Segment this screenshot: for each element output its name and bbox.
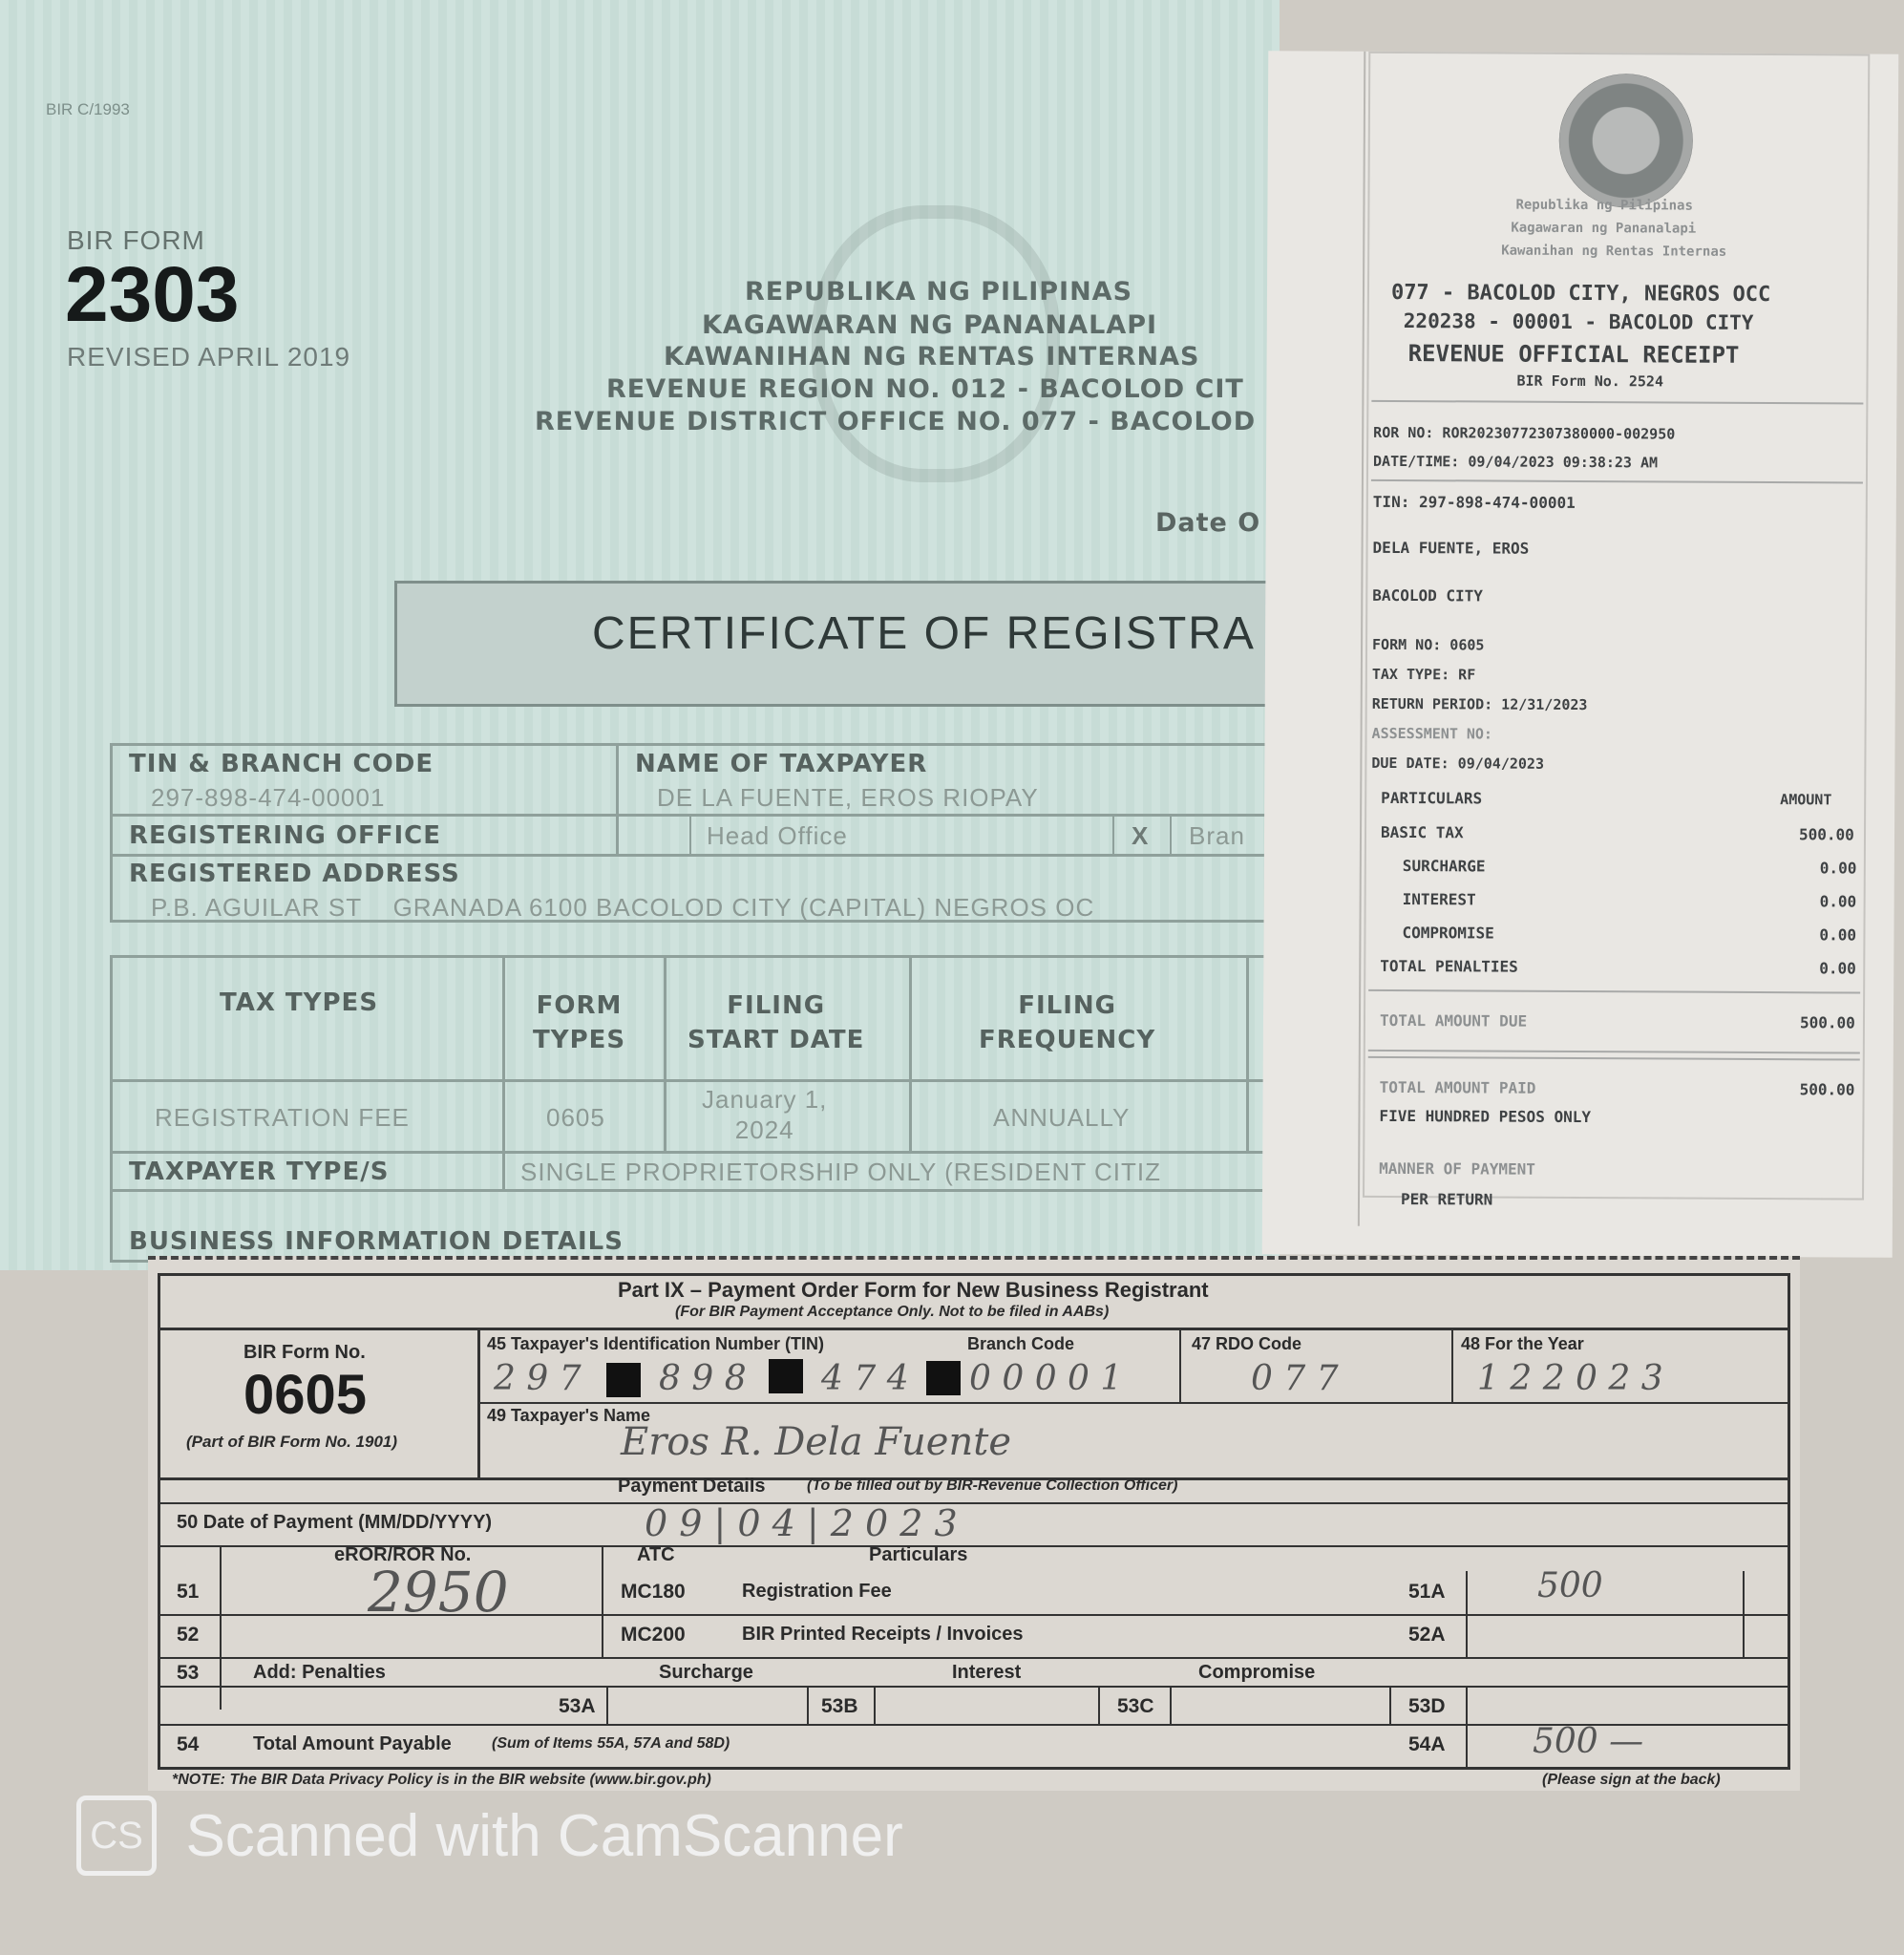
divider	[602, 1547, 603, 1657]
receipt-tin: TIN: 297-898-474-00001	[1372, 492, 1576, 512]
form-part-note: (Part of BIR Form No. 1901)	[186, 1433, 398, 1451]
divider	[477, 1402, 1790, 1404]
row-51-no: 51	[177, 1581, 200, 1603]
branch-mark: X	[1132, 821, 1150, 850]
interest-label: Interest	[952, 1662, 1022, 1683]
cell-frequency: ANNUALLY	[993, 1103, 1131, 1132]
receipt-assessment: ASSESSMENT NO:	[1371, 724, 1493, 743]
divider	[477, 1330, 480, 1478]
seal-text-2: Kagawaran ng Pananalapi	[1511, 220, 1697, 237]
tin-hw-1: 2 9 7	[494, 1359, 582, 1398]
divider	[1098, 1686, 1100, 1724]
year-hw: 1 2 2 0 2 3	[1477, 1359, 1663, 1398]
total-due-amount: 500.00	[1799, 1013, 1855, 1032]
receipt-due-date: DUE DATE: 09/04/2023	[1371, 754, 1545, 773]
col-form-types: FORM TYPES	[533, 991, 626, 1054]
line-basic-tax-amount: 500.00	[1798, 825, 1854, 844]
divider	[158, 1328, 1790, 1330]
receipt-title: REVENUE OFFICIAL RECEIPT	[1407, 340, 1740, 369]
registered-address-value: P.B. AGUILAR ST GRANADA 6100 BACOLOD CITY (CAPITAL) NEGROS OC	[151, 893, 1095, 922]
corner-code: BIR C/1993	[46, 100, 130, 118]
for-the-year-label: 48 For the Year	[1461, 1334, 1584, 1353]
receipt-name: DELA FUENTE, EROS	[1372, 538, 1530, 558]
penalties-label: Add: Penalties	[253, 1662, 386, 1683]
line-interest-amount: 0.00	[1819, 892, 1857, 911]
divider	[1466, 1686, 1468, 1770]
receipt-tax-type: TAX TYPE: RF	[1371, 665, 1476, 684]
divider	[158, 1502, 1790, 1504]
seal-text-1: Republika ng Pilipinas	[1515, 197, 1693, 214]
ror-number: ROR NO: ROR20230772307380000-002950	[1373, 423, 1676, 443]
total-payable-label: Total Amount Payable	[253, 1733, 452, 1754]
divider	[110, 1079, 1280, 1082]
divider	[1389, 1686, 1391, 1724]
amount-in-words: FIVE HUNDRED PESOS ONLY	[1379, 1106, 1592, 1127]
tin-hw-branch: 0 0 0 0 1	[969, 1359, 1123, 1398]
row-51-amount-hw: 500	[1537, 1566, 1603, 1605]
divider	[1246, 955, 1249, 1151]
amount-header: AMOUNT	[1780, 791, 1832, 809]
divider	[110, 1151, 1280, 1154]
form-label: BIR FORM	[67, 225, 205, 255]
particulars-header: PARTICULARS	[1381, 788, 1483, 808]
divider	[689, 817, 691, 855]
row-51-code: 51A	[1408, 1581, 1446, 1603]
code-53c: 53C	[1117, 1695, 1154, 1717]
header-line-1: REPUBLIKA NG PILIPINAS	[745, 277, 1133, 307]
receipt-datetime: DATE/TIME: 09/04/2023 09:38:23 AM	[1373, 452, 1659, 472]
tin-label: TIN & BRANCH CODE	[129, 750, 434, 778]
form-0605-payment-order	[148, 1256, 1800, 1791]
privacy-note: *NOTE: The BIR Data Privacy Policy is in the BIR website (www.bir.gov.ph)	[172, 1772, 711, 1788]
branch-code-label: Branch Code	[967, 1334, 1075, 1353]
cell-form-type: 0605	[546, 1103, 605, 1132]
header-line-4: REVENUE REGION NO. 012 - BACOLOD CIT	[606, 374, 1244, 404]
cell-tax-type: REGISTRATION FEE	[155, 1103, 410, 1132]
taxpayer-name-value: DE LA FUENTE, EROS RIOPAY	[657, 783, 1039, 812]
divider	[909, 955, 912, 1151]
bir-seal-icon	[1558, 74, 1693, 208]
business-info-label: BUSINESS INFORMATION DETAILS	[129, 1227, 624, 1256]
col-filing-start-date: FILING START DATE	[688, 991, 865, 1054]
divider	[874, 1686, 876, 1724]
col-filing-frequency: FILING FREQUENCY	[979, 991, 1156, 1054]
compromise-label: Compromise	[1198, 1662, 1316, 1683]
total-paid-label: TOTAL AMOUNT PAID	[1379, 1077, 1536, 1097]
part-title: Part IX – Payment Order Form for New Business Registrant	[618, 1278, 1209, 1302]
divider	[664, 955, 666, 1151]
redaction-block	[926, 1361, 961, 1395]
row-53-no: 53	[177, 1662, 200, 1684]
cell-start-date: January 1, 2024	[702, 1085, 828, 1144]
tin-hw-3: 4 7 4	[821, 1359, 909, 1398]
line-total-penalties: TOTAL PENALTIES	[1380, 956, 1518, 976]
taxpayer-name-hw: Eros R. Dela Fuente	[621, 1420, 1011, 1464]
receipt-return-period: RETURN PERIOD: 12/31/2023	[1371, 694, 1588, 714]
line-total-penalties-amount: 0.00	[1819, 959, 1856, 978]
header-line-2: KAGAWARAN NG PANANALAPI	[702, 310, 1158, 340]
divider	[158, 1686, 1790, 1688]
tin-label-45: 45 Taxpayer's Identification Number (TIN)	[487, 1334, 825, 1353]
receipt-city: BACOLOD CITY	[1372, 585, 1483, 606]
part-subtitle: (For BIR Payment Acceptance Only. Not to be filed in AABs)	[675, 1304, 1110, 1320]
divider	[1170, 817, 1172, 855]
divider	[110, 814, 1280, 817]
tin-hw-2: 8 9 8	[659, 1359, 747, 1398]
row-52-particulars: BIR Printed Receipts / Invoices	[742, 1624, 1024, 1645]
col-tax-types: TAX TYPES	[220, 988, 379, 1017]
row-51-ror-hw: 2950	[368, 1560, 509, 1625]
taxpayer-type-value: SINGLE PROPRIETORSHIP ONLY (RESIDENT CITIZ	[520, 1158, 1161, 1186]
total-payable-note: (Sum of Items 55A, 57A and 58D)	[492, 1735, 730, 1752]
receipt-form: FORM NO: 0605	[1372, 635, 1485, 654]
tear-line	[148, 1256, 1800, 1260]
tin-value: 297-898-474-00001	[151, 783, 386, 812]
row-51-particulars: Registration Fee	[742, 1581, 892, 1602]
divider	[502, 955, 505, 1151]
total-paid-amount: 500.00	[1799, 1080, 1855, 1099]
date-label: Date O	[1155, 508, 1261, 538]
receipt-branch: 220238 - 00001 - BACOLOD CITY	[1403, 309, 1754, 334]
divider	[1170, 1686, 1172, 1724]
date-of-payment-hw: 0 9 | 0 4 | 2 0 2 3	[645, 1502, 958, 1544]
ror-no-label: eROR/ROR No.	[334, 1544, 472, 1565]
form-number: 2303	[65, 251, 240, 338]
manner-of-payment-label: MANNER OF PAYMENT	[1379, 1158, 1535, 1179]
sign-note: (Please sign at the back)	[1542, 1772, 1721, 1788]
code-53d: 53D	[1408, 1695, 1446, 1717]
line-compromise: COMPROMISE	[1402, 924, 1494, 943]
header-line-3: KAWANIHAN NG RENTAS INTERNAS	[664, 342, 1200, 372]
divider	[110, 854, 1280, 857]
taxpayer-name-label: NAME OF TAXPAYER	[635, 750, 928, 778]
row-54-no: 54	[177, 1733, 200, 1755]
camscanner-watermark	[76, 1796, 903, 1876]
row-51-atc: MC180	[621, 1581, 686, 1603]
divider	[807, 1686, 809, 1724]
form-0605-number: 0605	[243, 1364, 368, 1426]
divider	[1451, 1330, 1453, 1402]
revenue-official-receipt	[1262, 51, 1899, 1257]
divider	[1179, 1330, 1181, 1402]
rdo-code-label: 47 RDO Code	[1192, 1334, 1302, 1353]
receipt-office: 077 - BACOLOD CITY, NEGROS OCC	[1390, 280, 1771, 308]
payment-details-note: (To be filled out by BIR-Revenue Collection Officer)	[807, 1477, 1178, 1494]
divider	[158, 1657, 1790, 1659]
header-line-5: REVENUE DISTRICT OFFICE NO. 077 - BACOLOD	[535, 407, 1257, 436]
registered-address-label: REGISTERED ADDRESS	[129, 860, 460, 888]
watermark-text: Scanned with CamScanner	[185, 1802, 903, 1869]
rdo-hw: 0 7 7	[1251, 1359, 1339, 1398]
total-due-label: TOTAL AMOUNT DUE	[1379, 1010, 1528, 1031]
line-compromise-amount: 0.00	[1819, 925, 1857, 945]
atc-label: ATC	[637, 1544, 675, 1565]
row-52-no: 52	[177, 1624, 200, 1646]
date-of-payment-label: 50 Date of Payment (MM/DD/YYYY)	[177, 1512, 493, 1533]
divider	[606, 1686, 608, 1724]
redaction-block	[606, 1363, 641, 1397]
seal-text-3: Kawanihan ng Rentas Internas	[1501, 243, 1727, 260]
line-surcharge: SURCHARGE	[1402, 857, 1486, 876]
payment-details-label: Payment Details	[618, 1476, 766, 1497]
line-basic-tax: BASIC TAX	[1380, 822, 1464, 842]
branch-label: Bran	[1189, 821, 1245, 850]
receipt-form-no: BIR Form No. 2524	[1516, 372, 1664, 391]
divider	[110, 1189, 1280, 1192]
surcharge-label: Surcharge	[659, 1662, 753, 1683]
registering-office-label: REGISTERING OFFICE	[129, 821, 442, 850]
divider	[1112, 817, 1114, 855]
redaction-block	[769, 1359, 803, 1393]
certificate-title: CERTIFICATE OF REGISTRA	[592, 608, 1256, 659]
particulars-label: Particulars	[869, 1544, 968, 1565]
code-54a: 54A	[1408, 1733, 1446, 1755]
line-surcharge-amount: 0.00	[1819, 859, 1857, 878]
total-payable-hw: 500 —	[1533, 1722, 1644, 1761]
code-53a: 53A	[559, 1695, 596, 1717]
certificate-of-registration	[0, 0, 1280, 1270]
line-interest: INTEREST	[1402, 890, 1476, 909]
taxpayer-name-label-49: 49 Taxpayer's Name	[487, 1406, 651, 1425]
manner-of-payment-value: PER RETURN	[1400, 1190, 1493, 1209]
divider	[616, 743, 619, 856]
taxpayer-type-label: TAXPAYER TYPE/S	[129, 1158, 390, 1186]
row-52-code: 52A	[1408, 1624, 1446, 1646]
row-52-atc: MC200	[621, 1624, 686, 1646]
head-office: Head Office	[707, 821, 848, 850]
divider	[502, 1151, 505, 1189]
camscanner-logo-icon: CS	[76, 1796, 157, 1876]
form-no-label: BIR Form No.	[243, 1342, 366, 1363]
revised-date: REVISED APRIL 2019	[67, 342, 351, 372]
code-53b: 53B	[821, 1695, 858, 1717]
